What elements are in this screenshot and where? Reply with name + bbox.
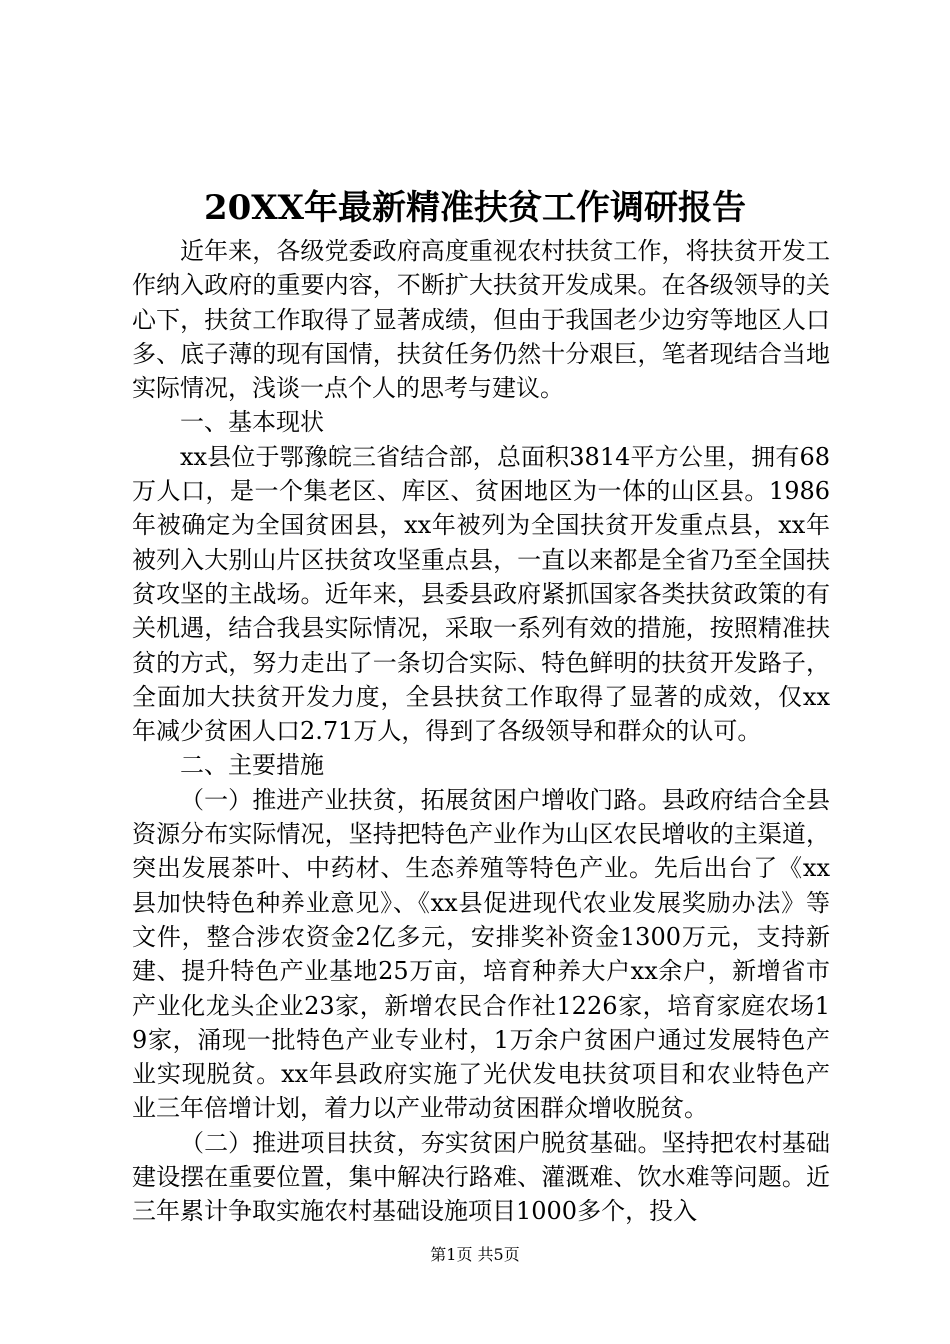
- intro-paragraph: 近年来，各级党委政府高度重视农村扶贫工作，将扶贫开发工作纳入政府的重要内容，不断扩大扶贫开发成果。在各级领导的关心下，扶贫工作取得了显著成绩，但由于我国老少边穷等地区人口多、底子薄的现有国情，扶贫任务仍然十分艰巨，笔者现结合当地实际情况，浅谈一点个人的思考与建议。: [132, 237, 830, 403]
- document-body: [132, 234, 830, 1229]
- section-heading-basic-status: 一、基本现状: [180, 408, 324, 437]
- section-heading-main-measures: 二、主要措施: [180, 751, 324, 780]
- industry-poverty-paragraph: （一）推进产业扶贫，拓展贫困户增收门路。县政府结合全县资源分布实际情况，坚持把特色产业作为山区农民增收的主渠道，突出发展茶叶、中药材、生态养殖等特色产业。先后出台了《xx县加快特色种养业意见》、《xx县促进现代农业发展奖励办法》等文件，整合涉农资金2亿多元，安排奖补资金1300万元，支持新建、提升特色产业基地25万亩，培育种养大户xx余户，新增省市产业化龙头企业23家，新增农民合作社1226家，培育家庭农场19家，涌现一批特色产业专业村，1万余户贫困户通过发展特色产业实现脱贫。xx年县政府实施了光伏发电扶贫项目和农业特色产业三年倍增计划，着力以产业带动贫困群众增收脱贫。: [132, 785, 830, 1123]
- basic-status-paragraph: xx县位于鄂豫皖三省结合部，总面积3814平方公里，拥有68万人口，是一个集老区、库区、贫困地区为一体的山区县。1986年被确定为全国贫困县，xx年被列为全国扶贫开发重点县，xx年被列入大别山片区扶贫攻坚重点县，一直以来都是全省乃至全国扶贫攻坚的主战场。近年来，县委县政府紧抓国家各类扶贫政策的有关机遇，结合我县实际情况，采取一系列有效的措施，按照精准扶贫的方式，努力走出了一条切合实际、特色鲜明的扶贫开发路子，全面加大扶贫开发力度，全县扶贫工作取得了显著的成效，仅xx年减少贫困人口2.71万人，得到了各级领导和群众的认可。: [132, 442, 830, 746]
- document-title: 20XX年最新精准扶贫工作调研报告: [203, 188, 747, 228]
- page-footer: 第1页 共5页: [430, 1245, 520, 1264]
- project-poverty-paragraph: （二）推进项目扶贫，夯实贫困户脱贫基础。坚持把农村基础建设摆在重要位置，集中解决行路难、灌溉难、饮水难等问题。近三年累计争取实施农村基础设施项目1000多个，投入: [132, 1128, 830, 1226]
